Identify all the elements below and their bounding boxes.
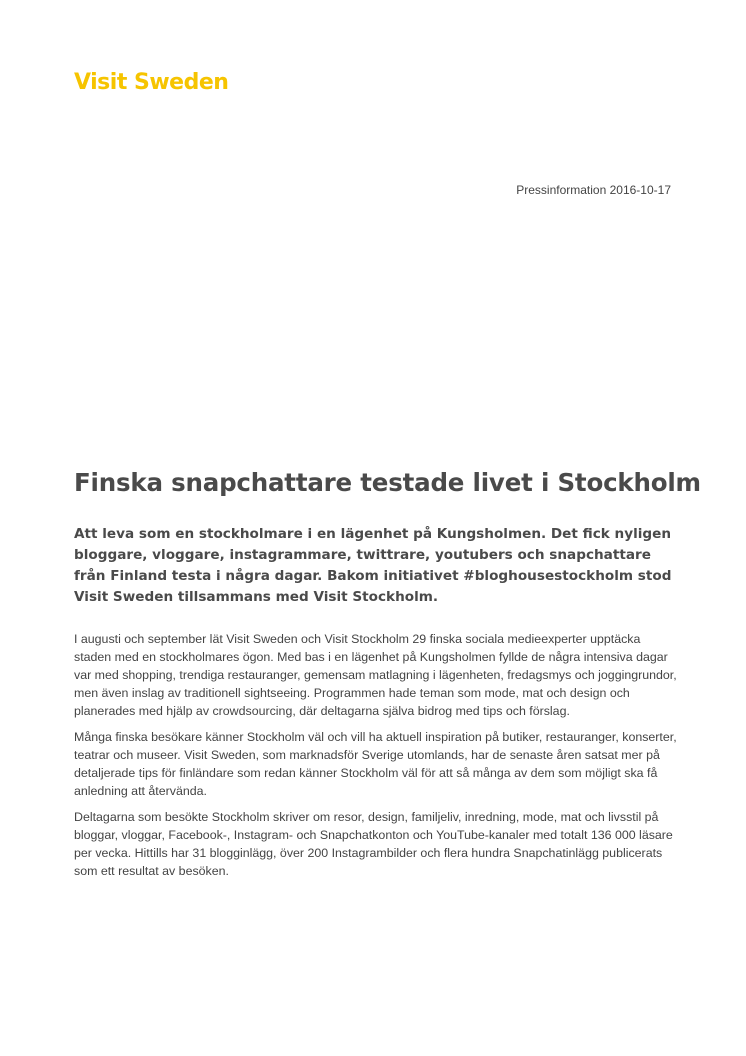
body-paragraph: Många finska besökare känner Stockholm väl och vill ha aktuell inspiration på butiker, restauranger, konserter, teatrar och museer. Visit Sweden, som marknadsför Sverige utomlands, har de senaste åren satsat mer på detaljerade tips för finländare som redan känner Stockholm väl för att så många av dem som möjligt ska få anledning att återvända. xyxy=(74,730,677,798)
body-paragraph: Deltagarna som besökte Stockholm skriver om resor, design, familjeliv, inredning, mode, mat och livsstil på bloggar, vloggar, Facebook-, Instagram- och Snapchatkonton och YouTube-kanaler med totalt 136 000 läsare per vecka. Hittills har 31 blogginlägg, över 200 Instagrambilder och flera hundra Snapchatinlägg publicerats som ett resultat av besöken. xyxy=(74,810,673,878)
article-body xyxy=(74,630,678,888)
press-info-date: Pressinformation 2016-10-17 xyxy=(516,183,671,197)
article-title: Finska snapchattare testade livet i Stockholm xyxy=(74,468,701,497)
article-lead: Att leva som en stockholmare i en lägenhet på Kungsholmen. Det fick nyligen bloggare, vloggare, instagrammare, twittrare, youtubers och snapchattare från Finland testa i några dagar. Bakom initiativet #bloghousestockholm stod Visit Sweden tillsammans med Visit Stockholm. xyxy=(74,526,672,605)
visit-sweden-logo: Visit Sweden xyxy=(74,70,229,95)
body-paragraph: I augusti och september lät Visit Sweden och Visit Stockholm 29 finska sociala medieexperter upptäcka staden med en stockholmares ögon. Med bas i en lägenhet på Kungsholmen fyllde de några intensiva dagar var med shopping, trendiga restauranger, gemensam matlagning i lägenheten, fredagsmys och joggingrundor, men även inslag av traditionell sightseeing. Programmen hade teman som mode, mat och design och planerades med hjälp av crowdsourcing, där deltagarna själva bidrog med tips och förslag. xyxy=(74,632,677,718)
